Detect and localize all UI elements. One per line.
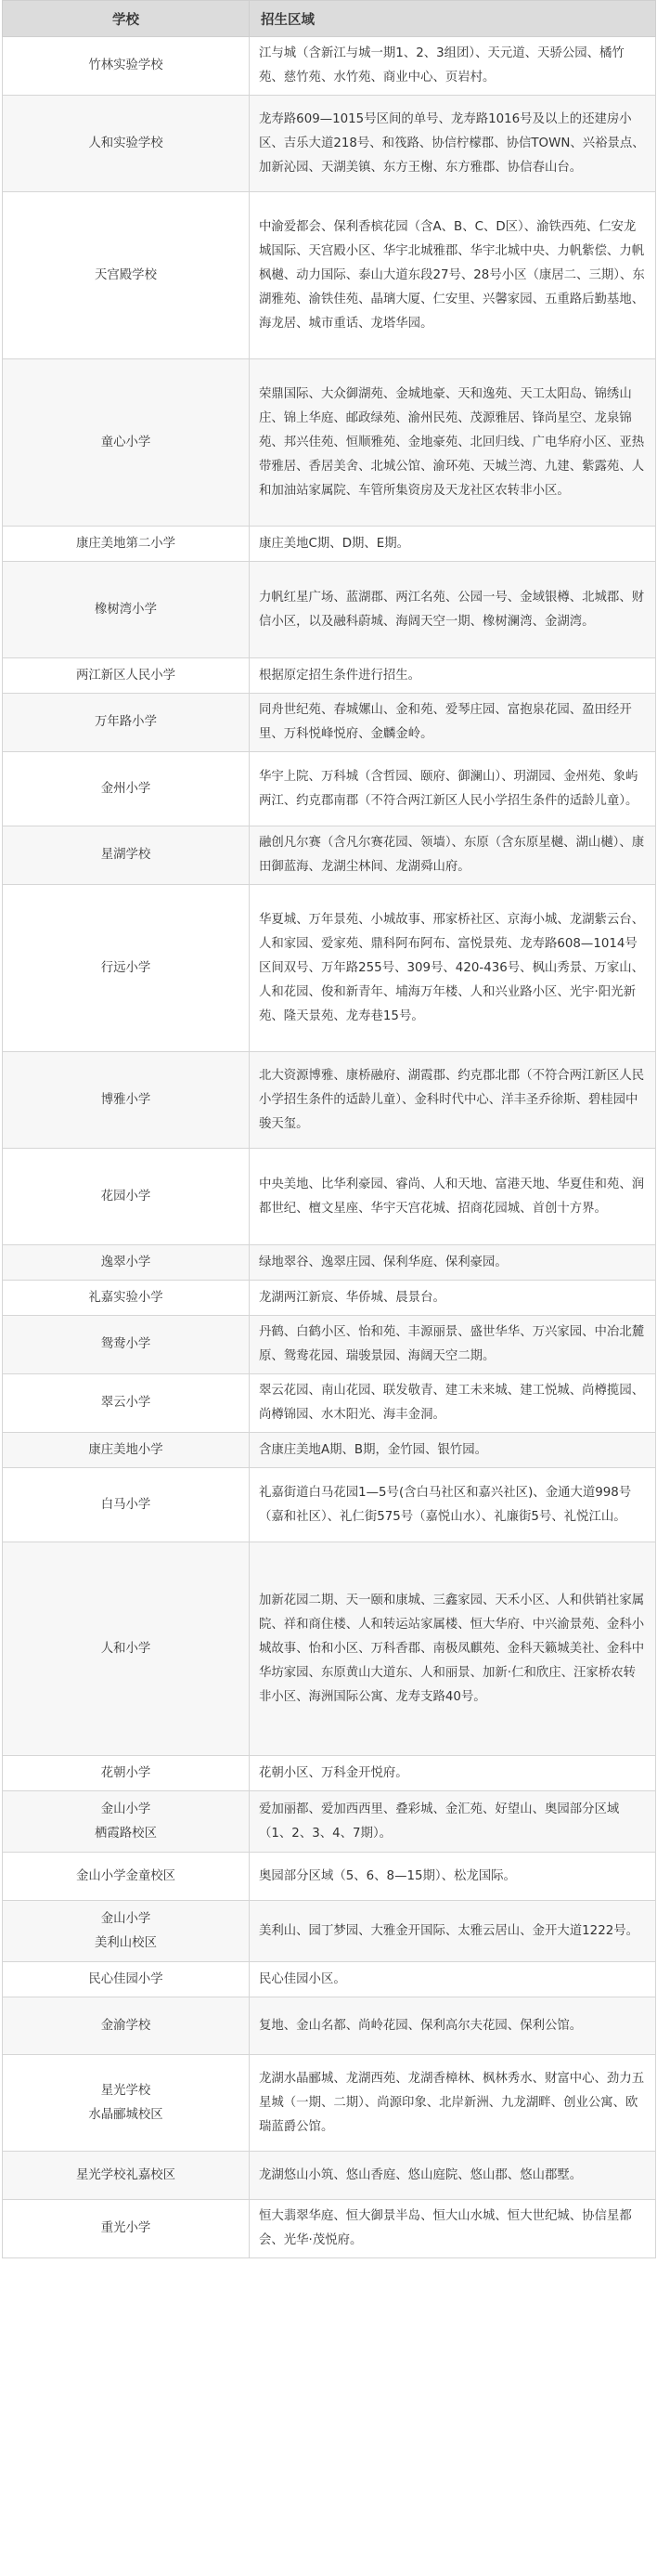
school-name: 花朝小学 (100, 1765, 151, 1780)
area-text: 根据原定招生条件进行招生。 (259, 668, 421, 683)
table-row (3, 1433, 656, 1468)
area-cell (250, 527, 656, 562)
school-cell (3, 1245, 250, 1281)
area-text: 华夏城、万年景苑、小城故事、邢家桥社区、京海小城、龙湖紫云台、人和家园、爱家苑、鼎科阿布阿布、富悦景苑、龙寿路608—1014号区间双号、万年路255号、309号、420-436号、枫山秀景、万家山、人和花园、俊和新青年、埔海万年楼、人和兴业路小区、光宇·阳光新苑、隆天景苑、龙寿巷15号。 (259, 912, 645, 1023)
area-text: 奥园部分区域（5、6、8—15期）、松龙国际。 (259, 1868, 516, 1883)
area-text: 华宇上院、万科城（含哲园、颐府、御澜山）、玥湖园、金州苑、象屿两江、约克郡南郡（不符合两江新区人民小学招生条件的适龄儿童）。 (259, 769, 638, 808)
school-name: 金渝学校 (100, 2018, 151, 2033)
table-row (3, 1149, 656, 1245)
school-cell (3, 752, 250, 826)
area-text: 荣鼎国际、大众御湖苑、金城地豪、天和逸苑、天工太阳岛、锦绣山庄、锦上华庭、邮政绿苑、渝州民苑、茂源雅居、锋尚星空、龙泉锦苑、邦兴佳苑、恒顺雅苑、金地豪苑、北回归线、广电华府小区、亚热带雅居、香居美舍、北城公馆、渝环苑、天城兰湾、九建、紫露苑、人和加油站家属院、车管所集资房及天龙社区农转非小区。 (259, 386, 645, 498)
table-row (3, 1853, 656, 1901)
area-text: 龙湖悠山小筑、悠山香庭、悠山庭院、悠山郡、悠山郡墅。 (259, 2167, 583, 2182)
school-cell (3, 2152, 250, 2200)
area-text: 爱加丽都、爱加西西里、叠彩城、金汇苑、好望山、奥园部分区域（1、2、3、4、7期）。 (259, 1802, 620, 1841)
school-cell (3, 826, 250, 885)
school-name: 美利山校区 (95, 1935, 157, 1950)
table-header-row (3, 1, 656, 37)
school-cell (3, 658, 250, 694)
table-row (3, 885, 656, 1052)
area-cell (250, 2152, 656, 2200)
school-cell (3, 1281, 250, 1316)
area-cell (250, 1853, 656, 1901)
school-cell (3, 1374, 250, 1433)
table-row (3, 1316, 656, 1374)
table-row (3, 1791, 656, 1853)
area-text: 丹鹤、白鹤小区、怡和苑、丰源丽景、盛世华华、万兴家园、中冶北麓原、鸳鸯花园、瑞骏景园、海阔天空二期。 (259, 1325, 645, 1363)
area-cell (250, 192, 656, 359)
school-name: 康庄美地第二小学 (75, 536, 176, 551)
area-cell (250, 562, 656, 658)
school-name: 水晶郦城校区 (88, 2107, 163, 2122)
school-name: 金山小学金童校区 (75, 1868, 176, 1883)
school-name: 康庄美地小学 (88, 1442, 163, 1457)
school-name: 橡树湾小学 (95, 602, 157, 617)
table-row (3, 658, 656, 694)
school-cell (3, 562, 250, 658)
area-text: 翠云花园、南山花园、联发敬青、建工未来城、建工悦城、尚樽揽园、尚樽锦园、水木阳光、海丰金洞。 (259, 1384, 645, 1422)
area-text: 含康庄美地A期、B期，金竹园、银竹园。 (259, 1442, 487, 1457)
school-cell (3, 2055, 250, 2152)
school-name: 金山小学 (100, 1911, 151, 1926)
area-text: 力帆红星广场、蓝湖郡、两江名苑、公园一号、金域银樽、北城郡、财信小区，以及融科蔚城、海阔天空一期、橡树澜湾、金湖湾。 (259, 590, 645, 629)
school-name: 金山小学 (100, 1802, 151, 1816)
table-row (3, 752, 656, 826)
area-cell (250, 752, 656, 826)
table-row (3, 2200, 656, 2258)
table-row (3, 2055, 656, 2152)
area-cell (250, 1468, 656, 1542)
school-name: 万年路小学 (95, 715, 157, 729)
area-text: 北大资源博雅、康桥融府、湖霞郡、约克郡北郡（不符合两江新区人民小学招生条件的适龄儿童）、金科时代中心、洋丰圣乔徐斯、碧桂园中骏天玺。 (259, 1068, 645, 1131)
school-cell (3, 96, 250, 192)
school-name: 栖霞路校区 (95, 1826, 157, 1841)
enrollment-zone-table (2, 0, 656, 2258)
column-header-area: 招生区域 (250, 1, 656, 37)
area-text: 融创凡尔赛（含凡尔赛花园、领墙）、东原（含东原星樾、湖山樾）、康田御蓝海、龙湖尘林间、龙湖舜山府。 (259, 836, 645, 874)
school-name: 竹林实验学校 (88, 59, 163, 72)
area-text: 龙湖两江新宸、华侨城、晨景台。 (259, 1290, 445, 1305)
school-name: 博雅小学 (100, 1092, 151, 1107)
area-cell (250, 1316, 656, 1374)
table-row (3, 826, 656, 885)
table-row (3, 1468, 656, 1542)
table-row (3, 1962, 656, 1997)
school-name: 礼嘉实验小学 (88, 1290, 163, 1305)
area-cell (250, 1149, 656, 1245)
area-cell (250, 1542, 656, 1756)
school-name: 逸翠小学 (100, 1255, 151, 1269)
area-text: 加新花园二期、天一颐和康城、三鑫家园、天禾小区、人和供销社家属院、祥和商住楼、人和转运站家属楼、恒大华府、中兴渝景苑、金科小城故事、怡和小区、万科香郡、南极凤麒苑、金科天籁城美社、金科中华坊家园、东原黄山大道东、人和丽景、加新·仁和欣庄、汪家桥农转非小区、海洲国际公寓、龙寿支路40号。 (259, 1593, 645, 1704)
school-cell (3, 1149, 250, 1245)
table-row (3, 1997, 656, 2055)
table-row (3, 96, 656, 192)
school-name: 人和小学 (100, 1641, 151, 1656)
school-cell (3, 1468, 250, 1542)
school-cell (3, 37, 250, 96)
table-row (3, 192, 656, 359)
school-cell (3, 1433, 250, 1468)
area-cell (250, 658, 656, 694)
school-cell (3, 359, 250, 527)
table-row (3, 1281, 656, 1316)
area-text: 恒大翡翠华庭、恒大御景半岛、恒大山水城、恒大世纪城、协信星都会、光华·茂悦府。 (259, 2209, 632, 2247)
area-cell (250, 1374, 656, 1433)
area-cell (250, 826, 656, 885)
area-cell (250, 1052, 656, 1149)
area-text: 江与城（含新江与城一期1、2、3组团）、天元道、天骄公园、橘竹苑、慈竹苑、水竹苑、商业中心、页岩村。 (259, 46, 625, 85)
area-cell (250, 1997, 656, 2055)
school-name: 童心小学 (100, 435, 151, 449)
school-name: 天宫殿学校 (95, 267, 157, 282)
area-text: 龙寿路609—1015号区间的单号、龙寿路1016号及以上的还建房小区、吉乐大道218号、和筏路、协信柠檬郡、协信TOWN、兴裕景点、加新沁园、天湖美镇、东方王榭、东方雅郡、协信春山台。 (259, 111, 645, 175)
school-name: 两江新区人民小学 (75, 668, 176, 683)
area-cell (250, 1962, 656, 1997)
area-text: 美利山、园丁梦园、大雅金开国际、太雅云居山、金开大道1222号。 (259, 1923, 639, 1938)
area-cell (250, 1245, 656, 1281)
area-text: 中央美地、比华利豪园、睿尚、人和天地、富港天地、华夏佳和苑、润都世纪、檀文星座、华宇天宫花城、招商花园城、首创十方界。 (259, 1177, 645, 1216)
school-cell (3, 1542, 250, 1756)
table-body (3, 37, 656, 2258)
school-name: 鸳鸯小学 (100, 1337, 151, 1351)
table-row (3, 359, 656, 527)
school-cell (3, 192, 250, 359)
area-cell (250, 1901, 656, 1962)
column-header-school: 学校 (3, 1, 250, 37)
school-name: 星湖学校 (100, 848, 151, 862)
area-cell (250, 2200, 656, 2258)
area-text: 龙湖水晶郦城、龙湖西苑、龙湖香樟林、枫林秀水、财富中心、劲力五星城（一期、二期）、尚源印象、北岸新洲、九龙湖畔、创业公寓、欧瑞蓝爵公馆。 (259, 2071, 645, 2134)
table-row (3, 562, 656, 658)
school-name: 人和实验学校 (88, 136, 163, 150)
table-row (3, 694, 656, 752)
school-cell (3, 1853, 250, 1901)
school-name: 行远小学 (100, 960, 151, 975)
table-row (3, 1756, 656, 1791)
school-cell (3, 2200, 250, 2258)
area-cell (250, 37, 656, 96)
area-text: 民心佳园小区。 (259, 1971, 346, 1986)
school-cell (3, 1316, 250, 1374)
school-name: 金州小学 (100, 781, 151, 796)
school-cell (3, 1962, 250, 1997)
table-row (3, 1542, 656, 1756)
area-cell (250, 96, 656, 192)
area-cell (250, 2055, 656, 2152)
school-name: 花园小学 (100, 1189, 151, 1203)
area-text: 同舟世纪苑、春城嫘山、金和苑、爱琴庄园、富抱泉花园、盈田经开里、万科悦峰悦府、金麟金岭。 (259, 703, 632, 741)
school-name: 星光学校礼嘉校区 (75, 2167, 176, 2182)
school-name: 星光学校 (100, 2083, 151, 2098)
school-name: 民心佳园小学 (88, 1971, 163, 1986)
school-cell (3, 1791, 250, 1853)
school-name: 翠云小学 (100, 1396, 151, 1410)
area-text: 礼嘉街道白马花园1—5号(含白马社区和嘉兴社区)、金通大道998号（嘉和社区）、礼仁街575号（嘉悦山水）、礼廉街5号、礼悦江山。 (259, 1485, 632, 1524)
school-cell (3, 1052, 250, 1149)
school-name: 重光小学 (100, 2221, 151, 2235)
school-cell (3, 1997, 250, 2055)
area-text: 复地、金山名都、尚岭花园、保利高尔夫花园、保利公馆。 (259, 2018, 583, 2033)
table-row (3, 2152, 656, 2200)
school-cell (3, 1901, 250, 1962)
area-text: 康庄美地C期、D期、E期。 (259, 536, 410, 551)
area-cell (250, 694, 656, 752)
area-cell (250, 1433, 656, 1468)
school-cell (3, 1756, 250, 1791)
school-cell (3, 885, 250, 1052)
area-cell (250, 1791, 656, 1853)
table-row (3, 1052, 656, 1149)
table-row (3, 37, 656, 96)
area-cell (250, 885, 656, 1052)
school-name: 白马小学 (100, 1497, 151, 1512)
area-cell (250, 1281, 656, 1316)
area-cell (250, 1756, 656, 1791)
area-text: 花朝小区、万科金开悦府。 (259, 1765, 408, 1780)
school-cell (3, 527, 250, 562)
table-row (3, 527, 656, 562)
area-text: 绿地翠谷、逸翠庄园、保利华庭、保利豪园。 (259, 1255, 508, 1269)
school-cell (3, 694, 250, 752)
table-row (3, 1374, 656, 1433)
table-row (3, 1245, 656, 1281)
area-cell (250, 359, 656, 527)
area-text: 中渝爱都会、保利香槟花园（含A、B、C、D区）、渝铁西苑、仁安龙城国际、天宫殿小区、华宇北城雅郡、华宇北城中央、力帆紫偿、力帆枫樾、动力国际、泰山大道东段27号、28号小区（康居二、三期）、东湖雅苑、渝铁佳苑、晶璃大厦、仁安里、兴馨家园、五重路后勤基地、海龙居、城市重话、龙塔华园。 (259, 219, 645, 331)
table-row (3, 1901, 656, 1962)
